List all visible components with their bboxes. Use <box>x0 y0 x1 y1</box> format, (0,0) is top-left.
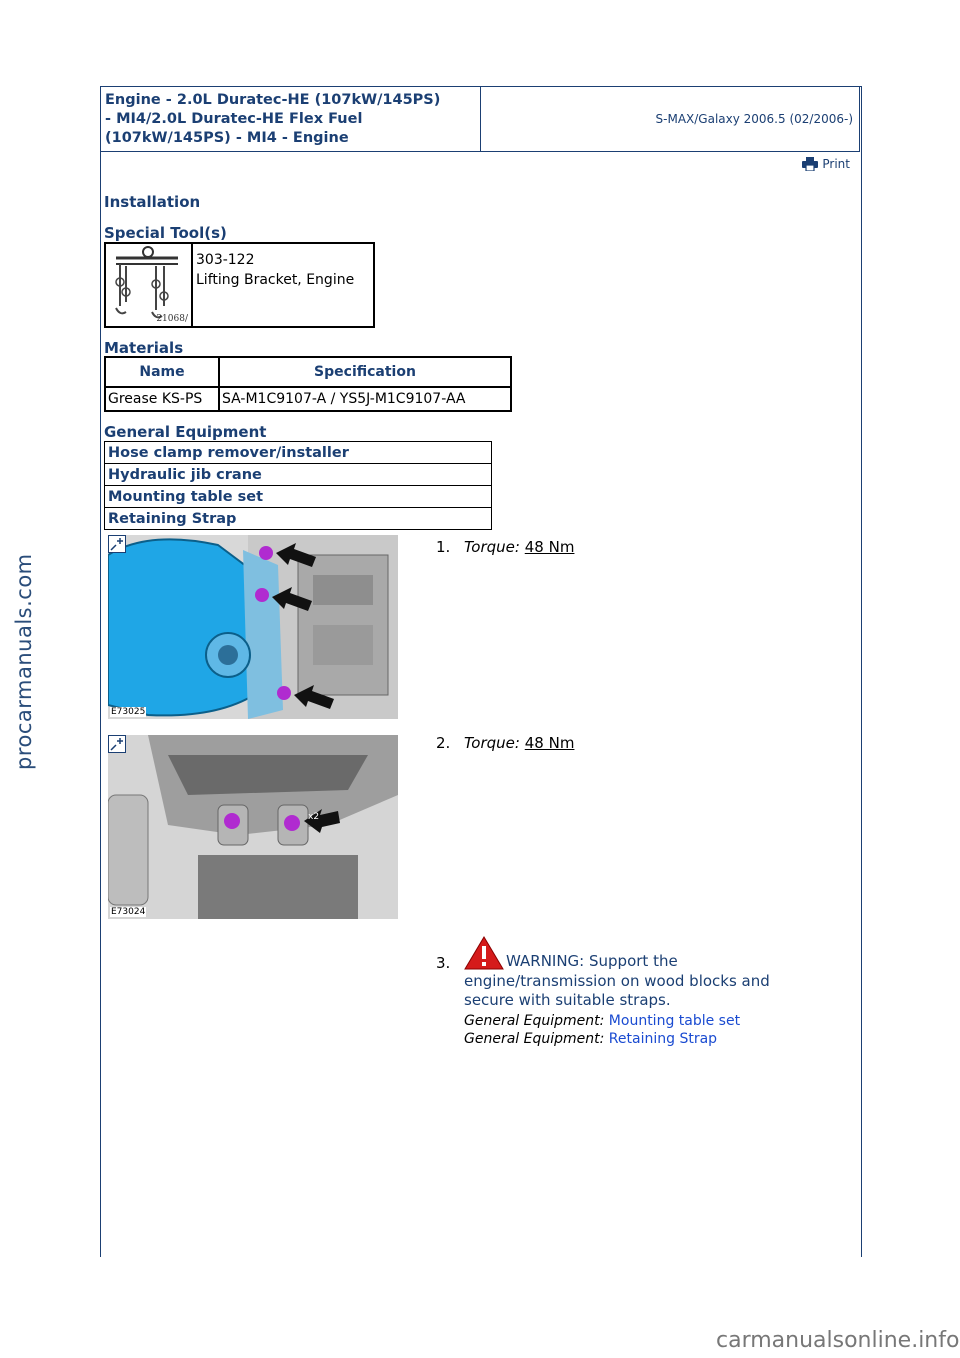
tool-number: 303-122 <box>196 252 255 268</box>
print-label: Print <box>822 157 850 171</box>
step-number: 2. <box>436 734 451 752</box>
step-3-equipment-1 <box>464 1013 740 1029</box>
materials-heading: Materials <box>104 339 184 357</box>
special-tool-box <box>104 242 375 328</box>
table-row <box>105 442 492 464</box>
figure-label: E73025 <box>111 707 146 717</box>
equipment-link-retaining-strap[interactable]: Retaining Strap <box>608 1031 718 1047</box>
side-watermark: procarmanuals.com <box>12 553 36 770</box>
tool-image-label: 21068/ <box>156 314 188 324</box>
step-1 <box>436 537 574 557</box>
special-tools-heading: Special Tool(s) <box>104 224 227 242</box>
equipment-item: Retaining Strap <box>105 508 492 530</box>
equipment-label: General Equipment: <box>464 1031 605 1047</box>
torque-value[interactable]: 48 Nm <box>524 538 575 556</box>
transmission-case-drawing <box>108 735 398 919</box>
document-title <box>101 87 481 151</box>
torque-label: Torque: <box>464 538 520 556</box>
equipment-item: Hydraulic jib crane <box>105 464 492 486</box>
step-1-figure <box>108 535 398 719</box>
title-line-1: Engine - 2.0L Duratec-HE (107kW/145PS) <box>105 92 441 108</box>
transmission-bolts-drawing <box>108 535 398 719</box>
materials-table <box>104 356 512 412</box>
table-row <box>105 486 492 508</box>
equipment-link-mounting-table[interactable]: Mounting table set <box>608 1013 741 1029</box>
step-number: 1. <box>436 538 451 556</box>
step-3-equipment-2 <box>464 1031 717 1047</box>
title-line-3: (107kW/145PS) - MI4 - Engine <box>105 130 349 146</box>
printer-icon <box>802 157 818 171</box>
step-3-number: 3. <box>436 954 451 972</box>
section-title: Installation <box>104 193 201 211</box>
print-button[interactable] <box>802 157 850 171</box>
column-header-name: Name <box>105 357 219 387</box>
warning-text <box>464 952 804 1011</box>
lifting-bracket-image <box>106 244 193 326</box>
equipment-label: General Equipment: <box>464 1013 605 1029</box>
step-2-figure <box>108 735 398 919</box>
material-name: Grease KS-PS <box>105 387 219 411</box>
general-equipment-heading: General Equipment <box>104 423 267 441</box>
tool-description <box>193 244 357 326</box>
table-row <box>105 508 492 530</box>
column-header-specification: Specification <box>219 357 511 387</box>
model-label: S-MAX/Galaxy 2006.5 (02/2006-) <box>655 112 853 126</box>
equipment-item: Hose clamp remover/installer <box>105 442 492 464</box>
document-header <box>100 86 860 152</box>
torque-label: Torque: <box>464 734 520 752</box>
magnify-icon[interactable] <box>108 535 126 553</box>
magnify-icon[interactable] <box>108 735 126 753</box>
step-2 <box>436 733 574 753</box>
torque-value[interactable]: 48 Nm <box>524 734 575 752</box>
warning-message: WARNING: Support the engine/transmission on wood blocks and secure with suitable straps. <box>464 952 770 1009</box>
footer-watermark: carmanualsonline.info <box>716 1328 960 1353</box>
material-specification: SA-M1C9107-A / YS5J-M1C9107-AA <box>219 387 511 411</box>
equipment-item: Mounting table set <box>105 486 492 508</box>
title-line-2: - MI4/2.0L Duratec-HE Flex Fuel <box>105 111 363 127</box>
tool-name: Lifting Bracket, Engine <box>196 272 355 288</box>
general-equipment-table <box>104 441 492 530</box>
figure-label: E73024 <box>111 907 146 917</box>
table-row <box>105 464 492 486</box>
bolt-count-callout: x2 <box>308 812 320 822</box>
table-row <box>105 387 511 411</box>
